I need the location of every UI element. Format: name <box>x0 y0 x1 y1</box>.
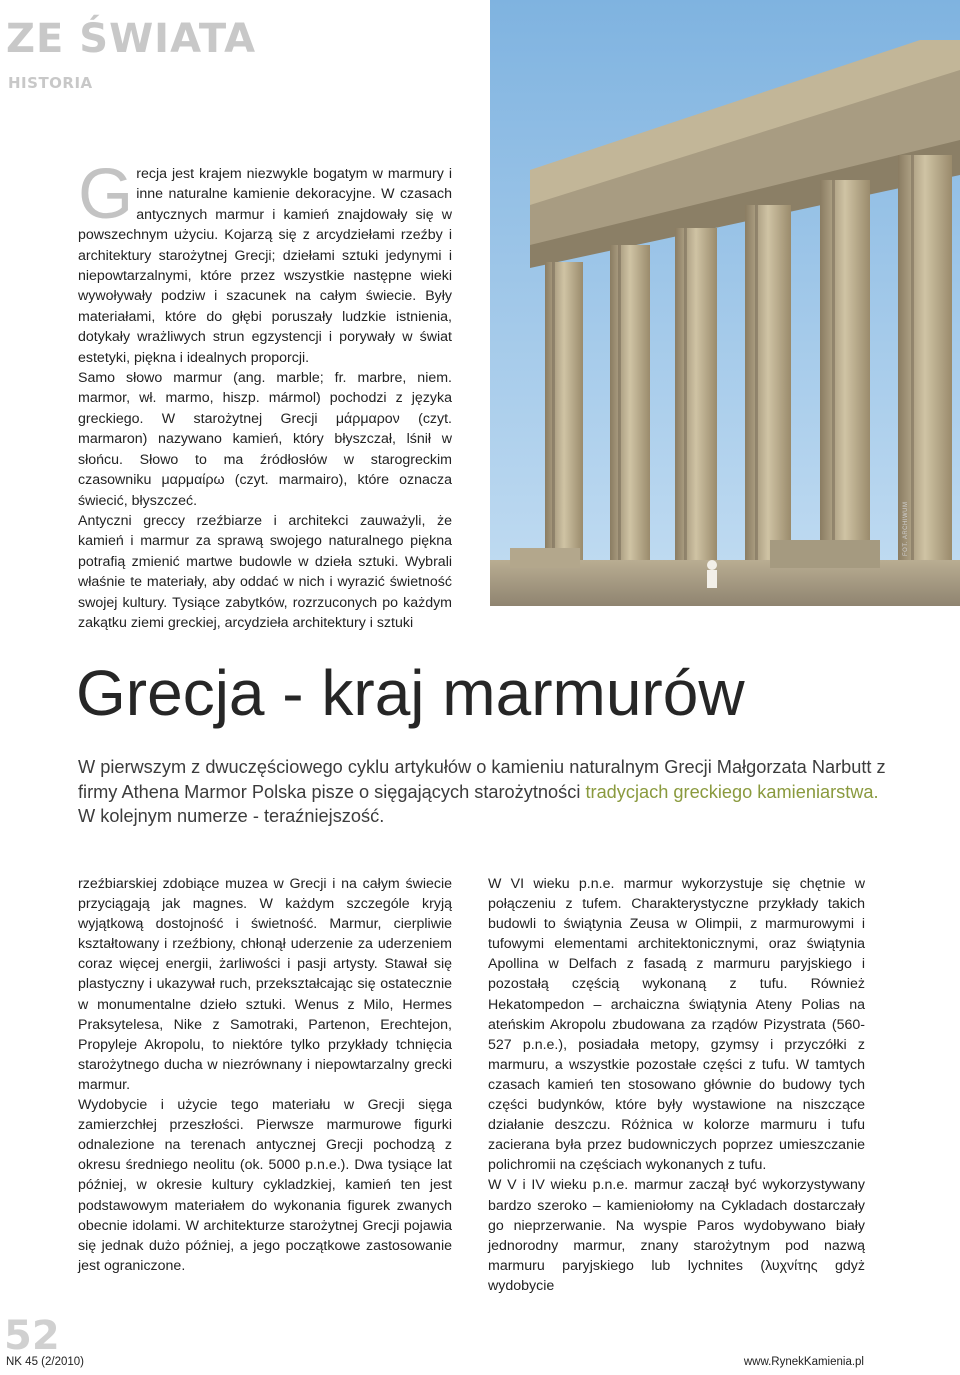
right-paragraph-2: W V i IV wieku p.n.e. marmur zaczął być wykorzystywany bardzo szeroko – kamieniołomy na Cykladach dostarczały go nieprzerwanie. Na wyspie Paros wydobywano biały jednorodny marmur, znany starożytnym pod nazwą marmuru paryjskiego lub lychnites (λυχνίτης gdyż wydobycie <box>488 1177 865 1294</box>
parthenon-photo <box>490 0 960 606</box>
intro-text <box>78 155 452 633</box>
parthenon-illustration <box>490 0 960 606</box>
body-column-left <box>78 874 452 1276</box>
website-link[interactable]: www.RynekKamienia.pl <box>743 1356 864 1368</box>
section-subtitle: HISTORIA <box>8 74 93 92</box>
lead-main: W pierwszym z dwuczęściowego cyklu artykułów o kamieniu naturalnym Grecji Małgorzata Narbutt z firmy Athena Marmor Polska pisze o sięgających starożytności <box>78 757 886 802</box>
right-paragraph-1: W VI wieku p.n.e. marmur wykorzystuje się chętnie w połączeniu z tufem. Charakterystyczne przykłady takich budowli to świątynia Zeusa w Olimpii, z marmurowymi i tufowymi elementami architektonicznymi, oraz świątynia Apollina w Delfach z fasadą z marmuru paryjskiego i pozostałą częścią wykonaną z tufu. Również Hekatompedon – archaiczna świątynia Ateny Polias na ateńskim Akropolu zbudowana za rządów Pizystrata (560-527 p.n.e.), posiadała metopy, gzymsy i przyczółki z marmuru, a wszystkie pozostałe części z tufu. W tamtych czasach kamień ten stosowano głównie do budowy tych części budynków, które były wystawione na niszczące działanie deszczu. Różnica w kolorze marmuru i tufu zacierana była przez budowniczych poprzez umieszczanie polichromii na częściach wykonanych z tufu. <box>488 876 865 1174</box>
left-paragraph-1: rzeźbiarskiej zdobiące muzea w Grecji i na całym świecie przyciągają jak magnes. W każdym szczególe kryją wyjątkową dostojność i świetność. Marmur, cierpliwie kształtowany i rzeźbiony, chłonął uderzenie za uderzeniem coraz więcej energii, żarliwości i pasji artysty. Stawał się plastyczny i ukazywał ruch, przekształcając się ostatecznie w monumentalne dzieło sztuki. Wenus z Milo, Hermes Praksytelesa, Nike z Samotraki, Partenon, Erechtejon, Propyleje Akropolu, to niektóre tylko przykłady tchnięcia starożytnego ducha w niezrównany i niepowtarzalny grecki marmur. <box>78 876 452 1093</box>
lead-highlight: tradycjach greckiego kamieniarstwa. <box>585 781 879 802</box>
intro-paragraph-3: Antyczni greccy rzeźbiarze i architekci zauważyli, że kamień i marmur za sprawą swojego naturalnego piękna potrafią zmienić martwe budowle w dzieła sztuki. Wybrali właśnie te materiały, aby oddać w nich i wyrazić świetność swojej kultury. Tysiące zabytków, rozrzuconych po każdym zakątku ziemi greckiej, arcydzieła architektury i sztuki <box>78 512 452 631</box>
body-column-right <box>488 874 865 1296</box>
dropcap: G <box>78 155 134 234</box>
intro-paragraph-1: recja jest krajem niezwykle bogatym w marmury i inne naturalne kamienie dekoracyjne. W czasach antycznych marmur i kamień znajdowały się w powszechnym użyciu. Kojarzą się z arcydziełami rzeźby i architektury starożytnej Grecji; dziełami sztuki jedynymi i niepowtarzalnymi, które przez wszystkie następne wieki wywoływały podziw i szacunek na całym świecie. Były materiałami, które do głębi poruszały ludzkie istnienia, dotykały wrażliwych strun egzystencji i porywały w świat estetyki, piękna i idealnych proporcji. <box>78 166 452 366</box>
section-title: ZE ŚWIATA <box>6 16 257 62</box>
issue-label: NK 45 (2/2010) <box>6 1356 84 1368</box>
article-title: Grecja - kraj marmurów <box>76 657 745 729</box>
photo-credit: FOT. ARCHIWUM <box>903 501 909 556</box>
page-number: 52 <box>4 1313 60 1359</box>
article-lead <box>78 755 898 829</box>
intro-paragraph-2: Samo słowo marmur (ang. marble; fr. marbre, niem. marmor, wł. marmo, hiszp. mármol) pochodzi z języka greckiego. W starożytnej Grecji μάρμαρον (czyt. marmaron) nazywano kamień, który błyszczał, lśnił w słońcu. Słowo to ma źródłosłów w starogreckim czasowniku μαρμαίρω (czyt. marmairo), które oznacza świecić, błyszczeć. <box>78 370 452 509</box>
lead-end: W kolejnym numerze - teraźniejszość. <box>78 806 385 827</box>
left-paragraph-2: Wydobycie i użycie tego materiału w Grecji sięga zamierzchłej przeszłości. Pierwsze marmurowe figurki odnalezione na terenach antycznej Grecji pochodzą z okresu średniego neolitu (ok. 5000 p.n.e.). Dwa tysiące lat później, w okresie kultury cykladzkiej, kamień ten jest podstawowym materiałem do wykonania figurek zwanych obecnie idolami. W architekturze starożytnej Grecji pojawia się jednak dużo później, a jego początkowe zastosowanie jest ograniczone. <box>78 1097 452 1274</box>
